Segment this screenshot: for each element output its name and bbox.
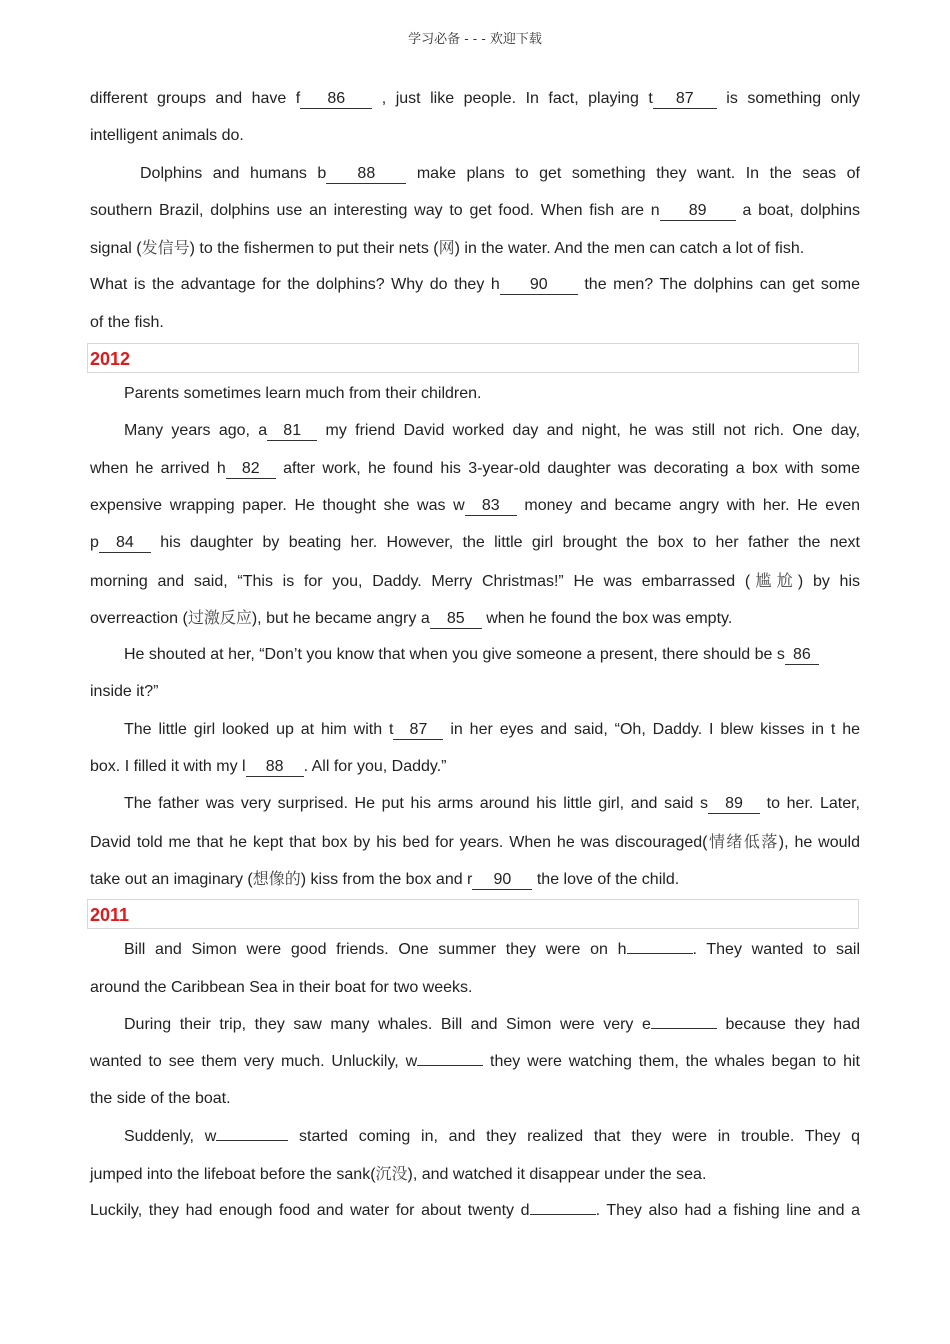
text-line: intelligent animals do.	[90, 127, 244, 145]
answer-blank	[651, 1010, 717, 1029]
year-heading-2011: 2011	[87, 899, 859, 929]
answer-blank-89: 89	[660, 202, 736, 221]
answer-blank-90: 90	[500, 276, 578, 295]
text-line: around the Caribbean Sea in their boat for two weeks.	[90, 978, 473, 996]
answer-blank	[216, 1122, 288, 1141]
text-line: jumped into the lifeboat before the sank(沉没), and watched it disappear under the sea.	[90, 1164, 707, 1184]
text-line: Luckily, they had enough food and water for about twenty d . They also had a fishing line and a	[90, 1192, 860, 1229]
answer-blank	[530, 1196, 596, 1215]
text-line: overreaction (过激反应), but he became angry a 85 when he found the box was empty.	[90, 607, 733, 627]
text-line: inside it?”	[90, 683, 159, 701]
text-line: He shouted at her, “Don’t you know that when you give someone a present, there should be s 86	[90, 636, 860, 673]
answer-blank-90: 90	[472, 871, 532, 890]
text-line: morning and said, “This is for you, Daddy. Merry Christmas!” He was embarrassed (尴尬) by his	[90, 570, 860, 590]
text-line: p 84 his daughter by beating her. However, the little girl brought the box to her father the next	[90, 534, 860, 552]
answer-blank-82: 82	[226, 460, 276, 479]
text-line: wanted to see them very much. Unluckily, w they were watching them, the whales began to hit	[90, 1043, 860, 1080]
answer-blank-89: 89	[708, 795, 760, 814]
answer-blank-84: 84	[99, 534, 151, 553]
text-line: Dolphins and humans b 88 make plans to get something they want. In the seas of	[140, 164, 860, 182]
passage-title: Parents sometimes learn much from their children.	[124, 385, 482, 403]
answer-blank-85: 85	[430, 610, 482, 629]
document-body	[90, 80, 860, 1230]
text-line: different groups and have f 86 , just like people. In fact, playing t 87 is something only	[90, 90, 861, 107]
text-line: Bill and Simon were good friends. One summer they were on h . They wanted to sail	[90, 931, 860, 968]
text-line: the side of the boat.	[90, 1090, 231, 1108]
text-line: southern Brazil, dolphins use an interesting way to get food. When fish are n 89 a boat, dolphins	[90, 201, 860, 219]
answer-blank-86: 86	[785, 646, 819, 665]
answer-blank-86: 86	[300, 90, 372, 109]
text-line: The little girl looked up at him with t 87 in her eyes and said, “Oh, Daddy. I blew kisses in t he	[124, 720, 861, 738]
text-line: box. I filled it with my l 88 . All for you, Daddy.”	[90, 758, 447, 776]
text-line: During their trip, they saw many whales. Bill and Simon were very e because they had	[90, 1006, 860, 1043]
answer-blank-88: 88	[326, 165, 406, 184]
answer-blank-87: 87	[653, 90, 717, 109]
answer-blank-81: 81	[267, 422, 317, 441]
text-line: What is the advantage for the dolphins? Why do they h 90 the men? The dolphins can get some	[90, 276, 861, 294]
answer-blank-88: 88	[246, 758, 304, 777]
text-line: when he arrived h 82 after work, he found his 3-year-old daughter was decorating a box with some	[90, 459, 861, 477]
year-heading-2012: 2012	[87, 343, 859, 373]
page-header: 学习必备 - - - 欢迎下载	[408, 32, 542, 47]
text-line: signal (发信号) to the fishermen to put their nets (网) in the water. And the men can catch a lot of fish.	[90, 238, 805, 258]
answer-blank	[417, 1047, 483, 1066]
text-line: Many years ago, a 81 my friend David worked day and night, he was still not rich. One day,	[124, 422, 861, 440]
text-line: take out an imaginary (想像的) kiss from the box and r 90 the love of the child.	[90, 868, 680, 888]
text-line: expensive wrapping paper. He thought she was w 83 money and became angry with her. He even	[90, 496, 861, 514]
text-line: of the fish.	[90, 313, 164, 331]
text-line: David told me that he kept that box by his bed for years. When he was discouraged(情绪低落), he would	[90, 831, 860, 851]
answer-blank	[627, 935, 693, 954]
text-line: Suddenly, w started coming in, and they realized that they were in trouble. They q	[90, 1118, 860, 1155]
text-line: The father was very surprised. He put his arms around his little girl, and said s 89 to her. Later,	[124, 795, 860, 813]
answer-blank-87: 87	[393, 721, 443, 740]
answer-blank-83: 83	[465, 497, 517, 516]
